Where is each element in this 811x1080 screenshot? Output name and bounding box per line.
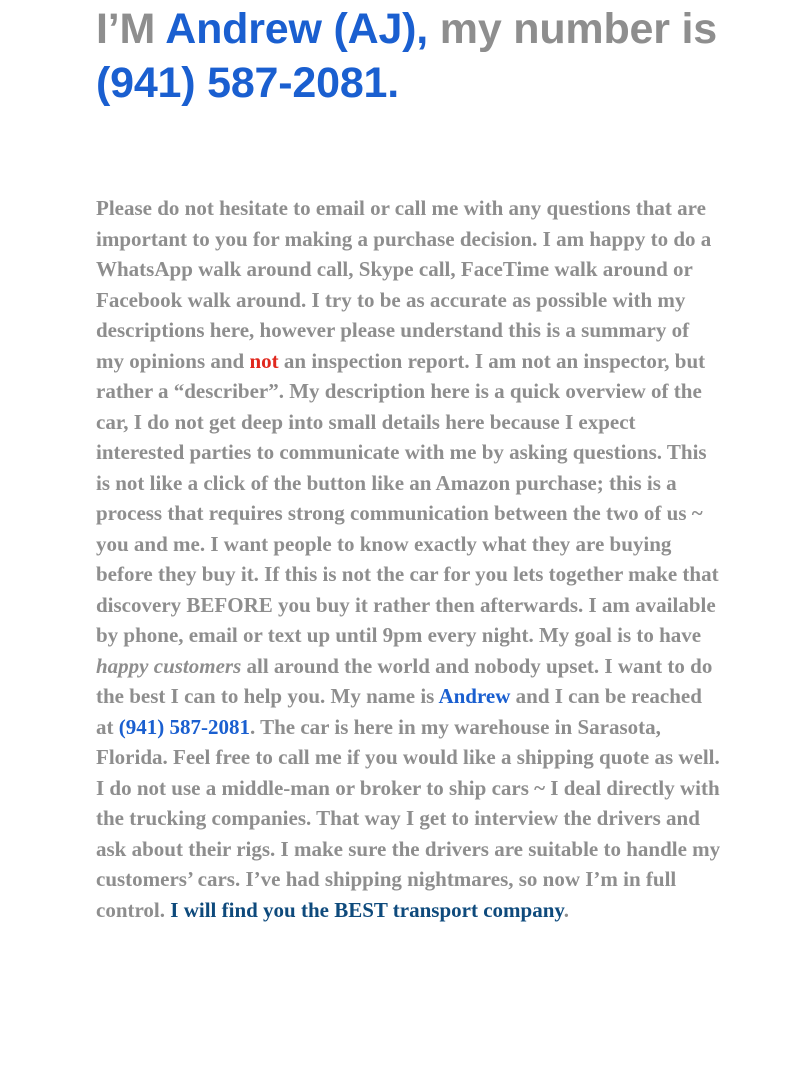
- body-text-part-4: and I can be reached at: [96, 684, 702, 739]
- body-text-part-1: Please do not hesitate to email or call me with any questions that are important to you for making a purchase decision. I am happy to do a WhatsApp walk around call, Skype call, FaceTime walk around or Facebook walk around. I try to be as accurate as possible with my descriptions here, however please understand this is a summary of my opinions and: [96, 196, 712, 373]
- best-transport-promise: I will find you the BEST transport company: [170, 897, 564, 922]
- headline-phone-number[interactable]: (941) 587-2081.: [96, 59, 399, 107]
- contact-headline: [96, 2, 796, 110]
- headline-intro: I’M: [96, 5, 166, 53]
- seller-description-paragraph: [96, 193, 722, 925]
- seller-name-link[interactable]: Andrew: [438, 684, 511, 708]
- headline-seller-name: Andrew (AJ),: [165, 5, 429, 53]
- body-text-part-3: all around the world and nobody upset. I want to do the best I can to help you. My name is: [96, 653, 713, 708]
- headline-middle: my number is: [428, 5, 717, 53]
- body-text-end: .: [563, 897, 569, 922]
- emphasis-not: not: [249, 348, 279, 373]
- phone-number-link[interactable]: (941) 587-2081: [118, 714, 250, 739]
- body-text-part-2: an inspection report. I am not an inspector, but rather a “describer”. My description here is a quick overview of the car, I do not get deep into small details here because I expect interested parties to communicate with me by asking questions. This is not like a click of the button like an Amazon purchase; this is a process that requires strong communication between the two of us ~ you and me. I want people to know exactly what they are buying before they buy it. If this is not the car for you lets together make that discovery BEFORE you buy it rather then afterwards. I am available by phone, email or text up until 9pm every night. My goal is to have: [96, 348, 719, 647]
- emphasis-happy-customers: happy customers: [96, 653, 242, 678]
- body-text-part-5: . The car is here in my warehouse in Sarasota, Florida. Feel free to call me if you would like a shipping quote as well. I do not use a middle-man or broker to ship cars ~ I deal directly with the trucking companies. That way I get to interview the drivers and ask about their rigs. I make sure the drivers are suitable to handle my customers’ cars. I’ve had shipping nightmares, so now I’m in full control.: [96, 714, 721, 922]
